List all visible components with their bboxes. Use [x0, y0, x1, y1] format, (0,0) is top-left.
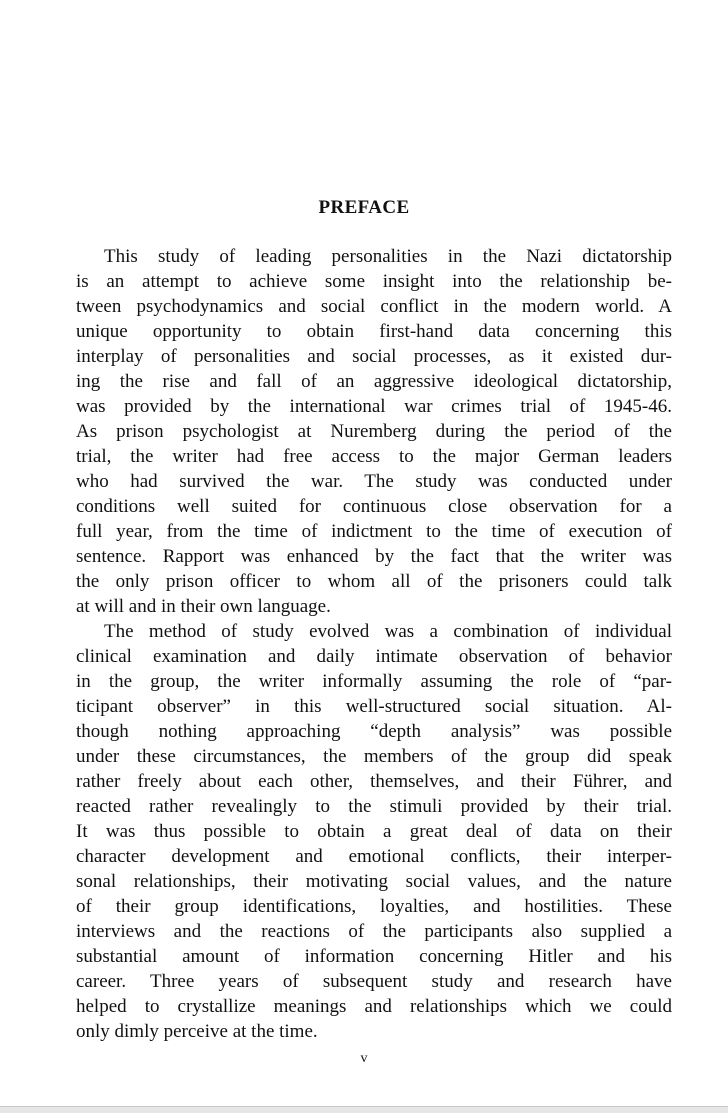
text-line: As prison psychologist at Nuremberg during the period of the: [76, 421, 672, 442]
preface-body: [76, 244, 672, 1044]
text-line: trial, the writer had free access to the major German leaders: [76, 446, 672, 467]
text-line: only dimly perceive at the time.: [76, 1021, 318, 1042]
text-line: unique opportunity to obtain first-hand data concerning this: [76, 321, 672, 342]
text-line: substantial amount of information concerning Hitler and his: [76, 946, 672, 967]
text-line: It was thus possible to obtain a great deal of data on their: [76, 821, 672, 842]
text-line: was provided by the international war crimes trial of 1945-46.: [76, 396, 672, 417]
text-line: is an attempt to achieve some insight into the relationship be-: [76, 271, 672, 292]
text-line: though nothing approaching “depth analysis” was possible: [76, 721, 672, 742]
text-line: at will and in their own language.: [76, 596, 331, 617]
text-line: under these circumstances, the members of the group did speak: [76, 746, 672, 767]
text-line: sentence. Rapport was enhanced by the fact that the writer was: [76, 546, 672, 567]
text-line: This study of leading personalities in the Nazi dictatorship: [104, 246, 672, 267]
text-line: career. Three years of subsequent study and research have: [76, 971, 672, 992]
text-line: in the group, the writer informally assuming the role of “par-: [76, 671, 672, 692]
text-line: helped to crystallize meanings and relationships which we could: [76, 996, 672, 1017]
text-line: tween psychodynamics and social conflict in the modern world. A: [76, 296, 672, 317]
text-line: sonal relationships, their motivating social values, and the nature: [76, 871, 672, 892]
text-line: interviews and the reactions of the participants also supplied a: [76, 921, 672, 942]
text-line: The method of study evolved was a combination of individual: [104, 621, 672, 642]
text-line: ticipant observer” in this well-structured social situation. Al-: [76, 696, 672, 717]
text-line: clinical examination and daily intimate observation of behavior: [76, 646, 672, 667]
text-line: full year, from the time of indictment to the time of execution of: [76, 521, 672, 542]
text-line: reacted rather revealingly to the stimuli provided by their trial.: [76, 796, 672, 817]
text-line: conditions well suited for continuous close observation for a: [76, 496, 672, 517]
text-line: rather freely about each other, themselves, and their Führer, and: [76, 771, 672, 792]
page-title: PREFACE: [318, 197, 410, 218]
text-line: who had survived the war. The study was conducted under: [76, 471, 672, 492]
text-line: interplay of personalities and social processes, as it existed dur-: [76, 346, 672, 367]
text-line: of their group identifications, loyalties, and hostilities. These: [76, 896, 672, 917]
text-line: the only prison officer to whom all of the prisoners could talk: [76, 571, 672, 592]
text-line: ing the rise and fall of an aggressive ideological dictatorship,: [76, 371, 672, 392]
page-number: v: [360, 1051, 368, 1066]
text-line: character development and emotional conflicts, their interper-: [76, 846, 672, 867]
